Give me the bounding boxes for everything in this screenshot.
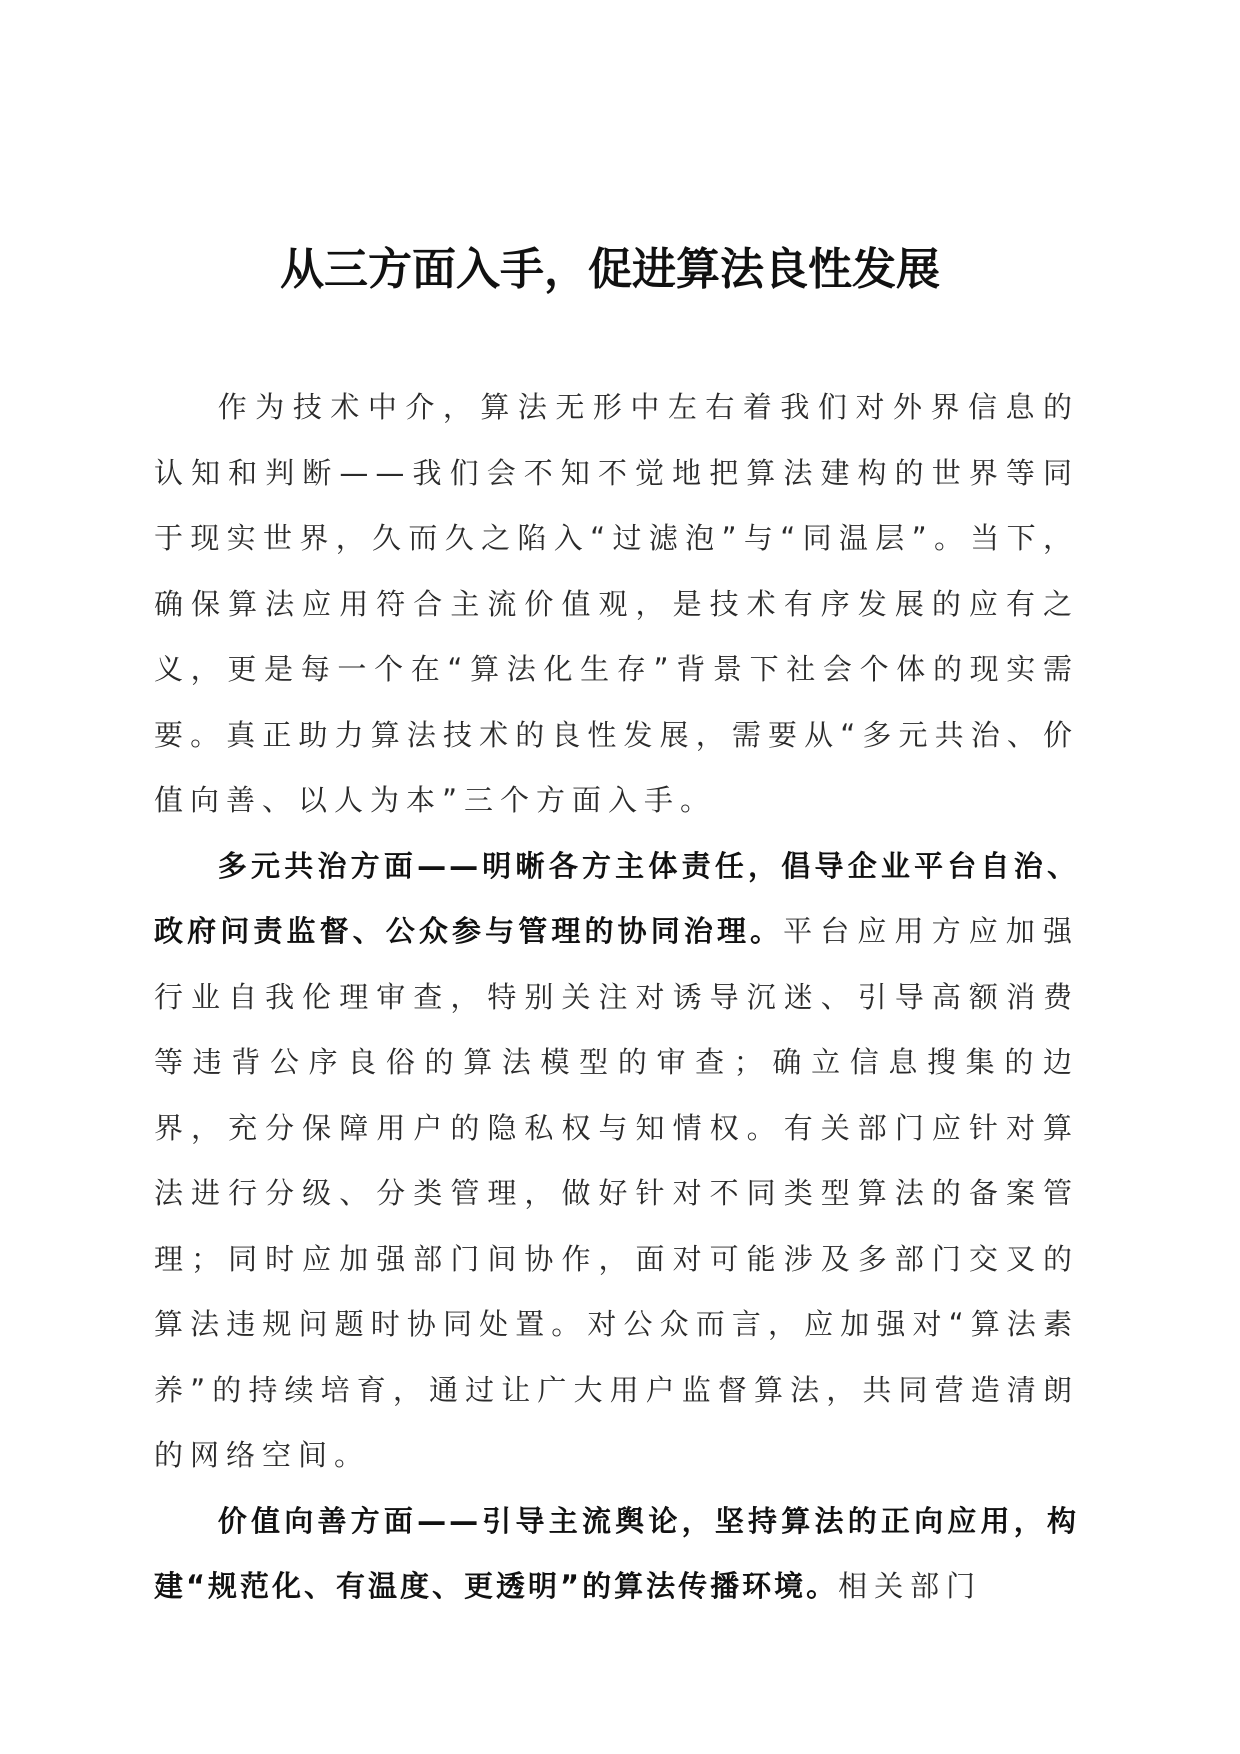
- paragraph-text: 平台应用方应加强行业自我伦理审查，特别关注对诱导沉迷、引导高额消费等违背公序良俗的算法模型的审查；确立信息搜集的边界，充分保障用户的隐私权与知情权。有关部门应针对算法进行分级、分类管理，做好针对不同类型算法的备案管理；同时应加强部门间协作，面对可能涉及多部门交叉的算法违规问题时协同处置。对公众而言，应加强对“算法素养”的持续培育，通过让广大用户监督算法，共同营造清朗的网络空间。: [154, 914, 1079, 1472]
- paragraph-value-orientation: [154, 1489, 1079, 1620]
- paragraph-text: 相关部门: [838, 1569, 983, 1603]
- document-body: [154, 375, 1079, 1620]
- document-title: 从三方面入手，促进算法良性发展: [280, 244, 940, 295]
- paragraph-lead: 多元共治方面——明晰各方主体责任，倡导企业平台自治、政府问责监督、公众参与管理的协同治理。: [154, 848, 1079, 948]
- paragraph-text: 作为技术中介，算法无形中左右着我们对外界信息的认知和判断——我们会不知不觉地把算法建构的世界等同于现实世界，久而久之陷入“过滤泡”与“同温层”。当下，确保算法应用符合主流价值观，是技术有序发展的应有之义，更是每一个在“算法化生存”背景下社会个体的现实需要。真正助力算法技术的良性发展，需要从“多元共治、价值向善、以人为本”三个方面入手。: [154, 390, 1079, 817]
- paragraph-lead: 价值向善方面——引导主流舆论，坚持算法的正向应用，构建“规范化、有温度、更透明”的算法传播环境。: [154, 1503, 1079, 1603]
- paragraph-multi-governance: [154, 834, 1079, 1489]
- paragraph-intro: [154, 375, 1079, 834]
